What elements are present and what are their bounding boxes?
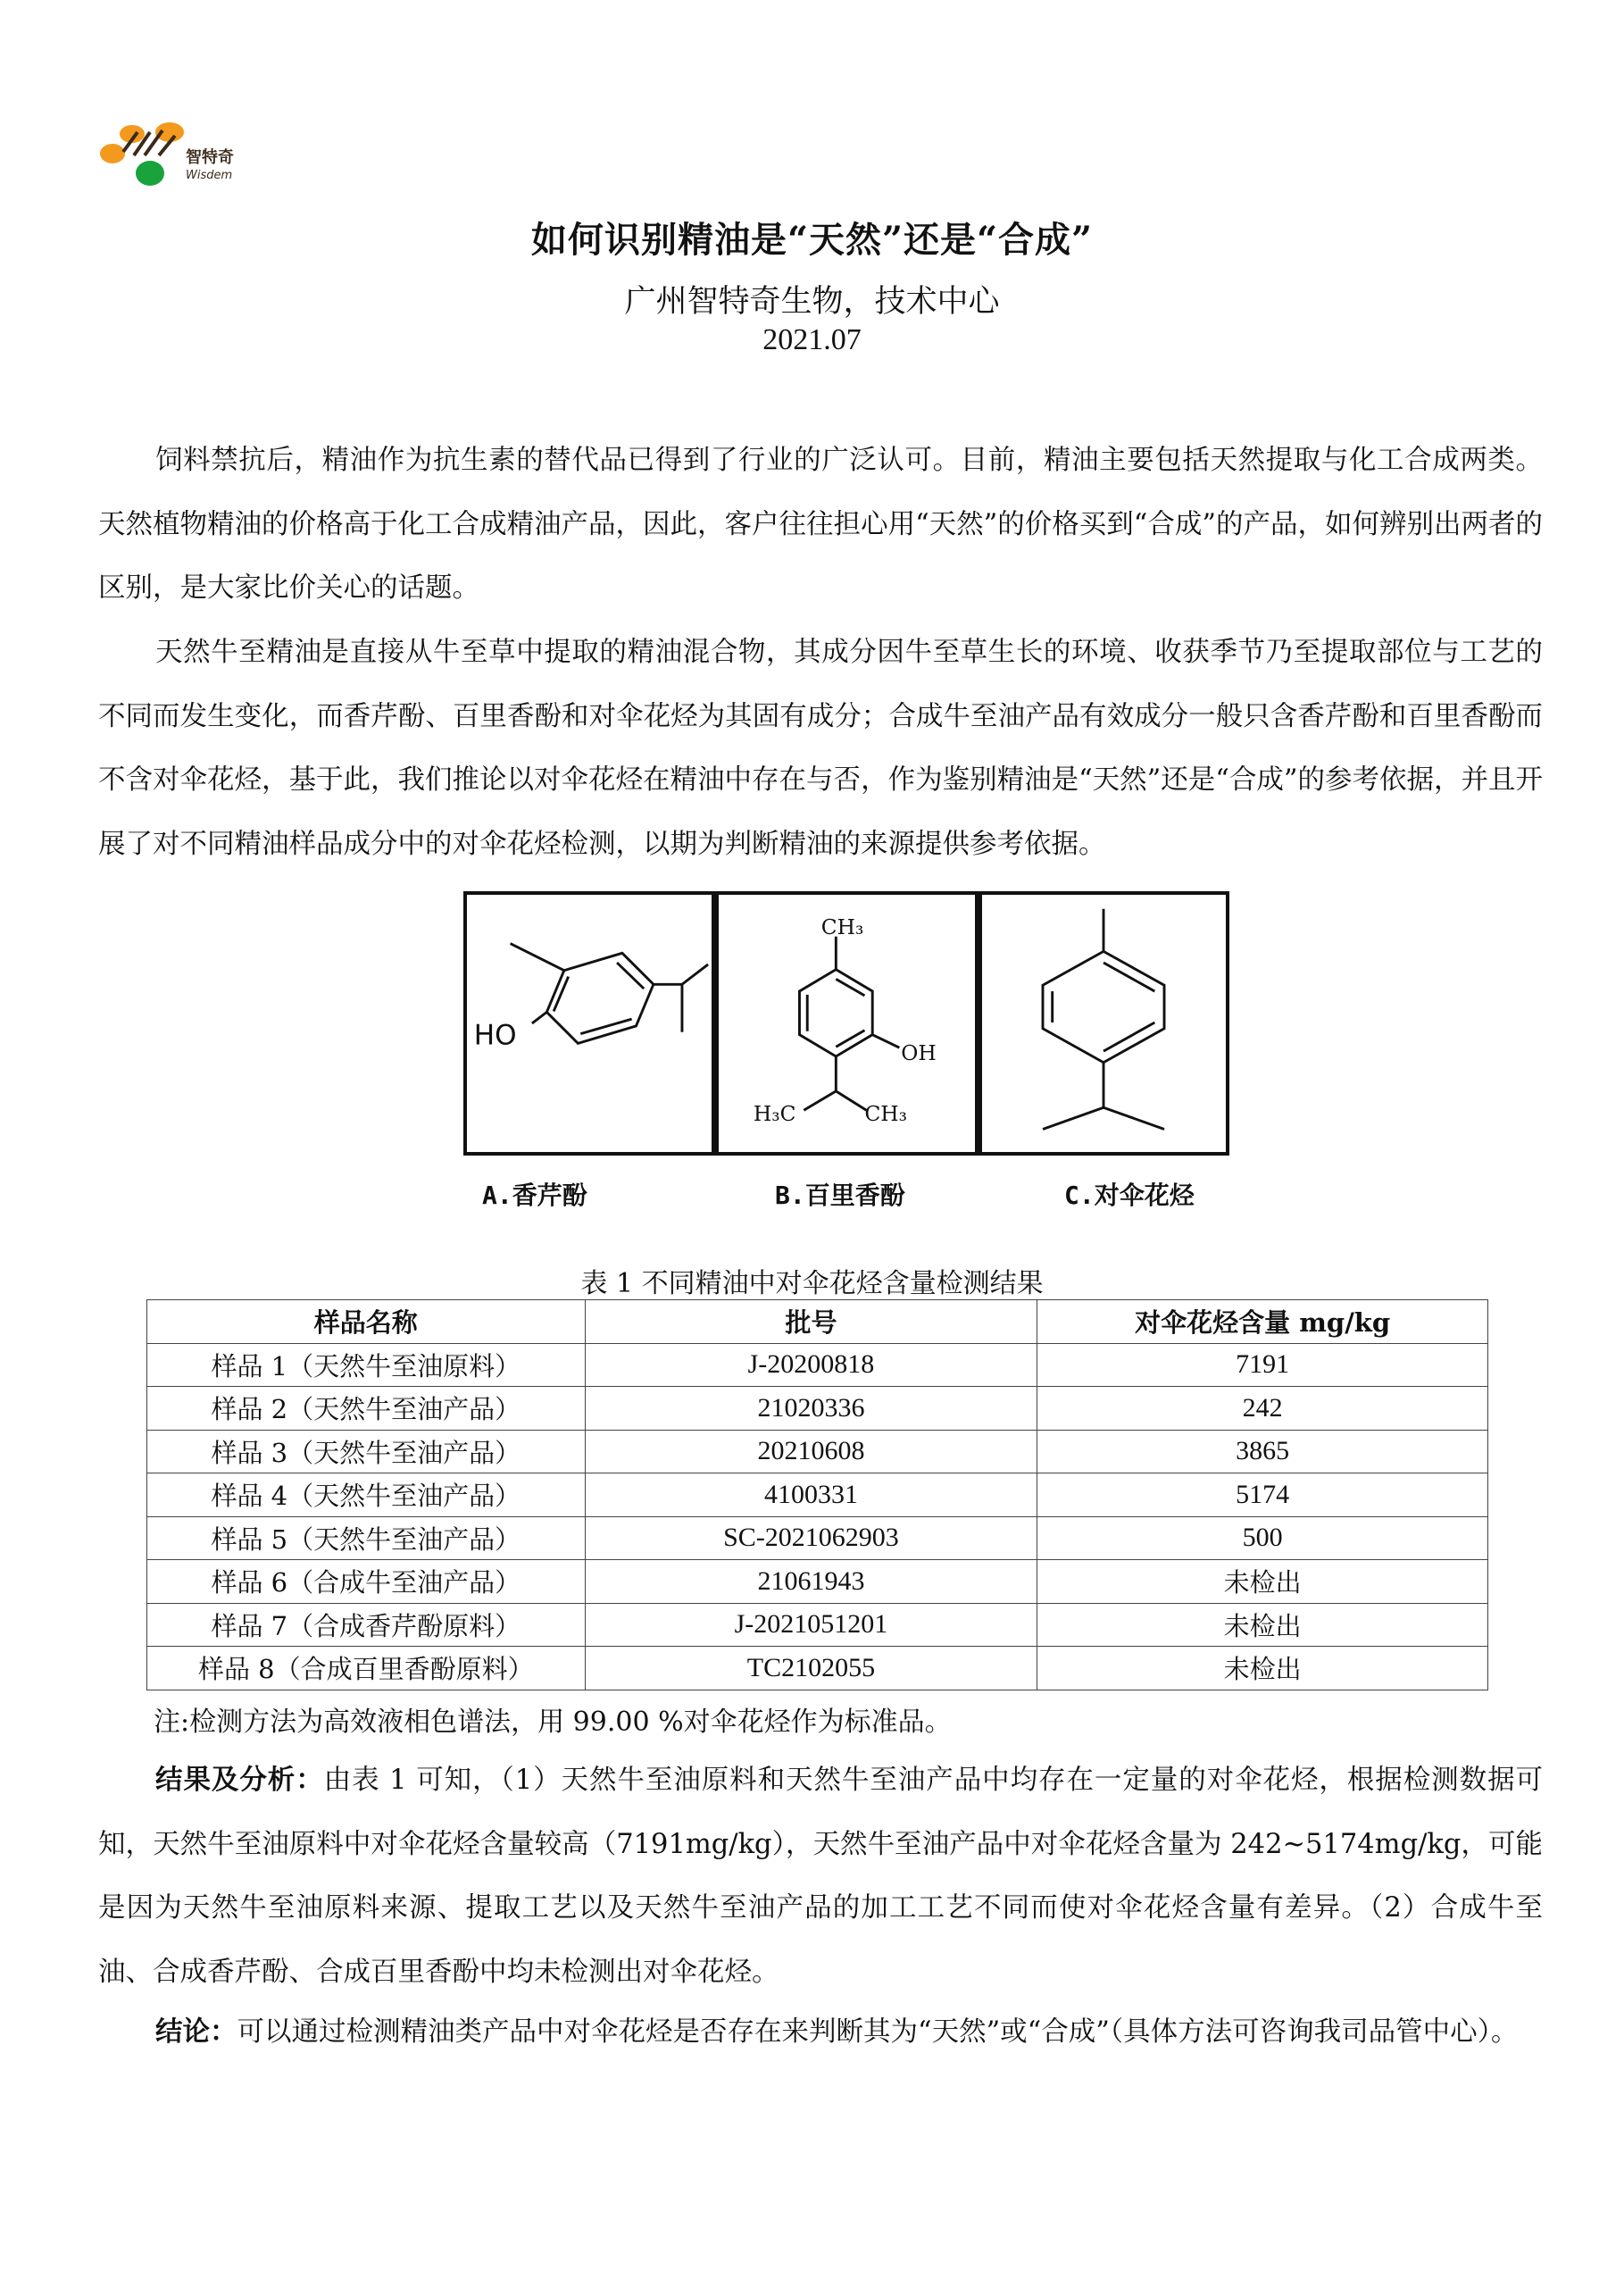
batch-cell: TC2102055 [585, 1647, 1037, 1690]
content-cell: 未检出 [1037, 1603, 1488, 1647]
sample-name-cell: 样品 5（天然牛至油产品） [147, 1516, 586, 1560]
table-row [147, 1387, 1488, 1431]
intro-paragraph: 饲料禁抗后，精油作为抗生素的替代品已得到了行业的广泛认可。目前，精油主要包括天然提取与化工合成两类。天然植物精油的价格高于化工合成精油产品，因此，客户往往担心用“天然”的价格买到“合成”的产品，如何辨别出两者的区别，是大家比价关心的话题。 [98, 445, 1543, 604]
sample-name-cell: 样品 2（天然牛至油产品） [147, 1387, 586, 1431]
batch-cell: 4100331 [585, 1473, 1037, 1517]
table-row [147, 1516, 1488, 1560]
conclusion-text: 可以通过检测精油类产品中对伞花烃是否存在来判断其为“天然”或“合成”（具体方法可咨询我司品管中心）。 [237, 2016, 1519, 2048]
company-logo [96, 116, 257, 189]
date-line: 2021.07 [762, 323, 862, 356]
structure-carvacrol [463, 891, 715, 1156]
table-title: 表 1 不同精油中对伞花烃含量检测结果 [580, 1268, 1044, 1299]
header-batch: 批号 [585, 1300, 1037, 1344]
results-paragraph [98, 1749, 1543, 2004]
sample-name-cell: 样品 8（合成百里香酚原料） [147, 1647, 586, 1690]
logo-brand-cn: 智特奇 [186, 148, 234, 167]
ch3-bottom-label: CH₃ [864, 1100, 907, 1126]
h3c-label: H₃C [753, 1100, 796, 1126]
batch-cell: 20210608 [585, 1430, 1037, 1473]
batch-cell: J-20200818 [585, 1343, 1037, 1387]
batch-cell: 21020336 [585, 1387, 1037, 1431]
ch3-top-label: CH₃ [820, 914, 864, 939]
sample-name-cell: 样品 4（天然牛至油产品） [147, 1473, 586, 1517]
results-text: 由表 1 可知，（1）天然牛至油原料和天然牛至油产品中均存在一定量的对伞花烃，根据检测数据可知，天然牛至油原料中对伞花烃含量较高（7191mg/kg），天然牛至油产品中对伞花烃含量为 242~5174mg/kg，可能是因为天然牛至油原料来源、提取工艺以及天然牛至油产品的加工工艺不同而使对伞花烃含量有差异。（2）合成牛至油、合成香芹酚、合成百里香酚中均未检测出对伞花烃。 [98, 1765, 1544, 1988]
content-cell: 242 [1037, 1387, 1488, 1431]
sample-name-cell: 样品 1（天然牛至油原料） [147, 1343, 586, 1387]
structure-p-cymene [979, 891, 1229, 1156]
table-row [147, 1647, 1488, 1690]
content-cell: 5174 [1037, 1473, 1488, 1517]
table-row [147, 1343, 1488, 1387]
structure-thymol [715, 891, 979, 1156]
caption-thymol: B.百里香酚 [775, 1181, 905, 1210]
content-cell: 7191 [1037, 1343, 1488, 1387]
ho-label: HO [473, 1019, 517, 1052]
sample-name-cell: 样品 6（合成牛至油产品） [147, 1560, 586, 1604]
logo-mark-icon [96, 116, 257, 189]
table-row [147, 1430, 1488, 1473]
caption-carvacrol: A.香芹酚 [482, 1181, 587, 1210]
batch-cell: J-2021051201 [585, 1603, 1037, 1647]
batch-cell: SC-2021062903 [585, 1516, 1037, 1560]
header-sample-name: 样品名称 [147, 1300, 586, 1344]
table-row [147, 1473, 1488, 1517]
table-note: 注:检测方法为高效液相色谱法，用 99.00 %对伞花烃作为标准品。 [154, 1707, 952, 1738]
header-content: 对伞花烃含量 mg/kg [1037, 1300, 1488, 1344]
sample-name-cell: 样品 3（天然牛至油产品） [147, 1430, 586, 1473]
content-cell: 500 [1037, 1516, 1488, 1560]
content-cell: 未检出 [1037, 1560, 1488, 1604]
content-cell: 未检出 [1037, 1647, 1488, 1690]
logo-brand-en: Wisdem [186, 169, 233, 182]
author-line: 广州智特奇生物，技术中心 [624, 284, 1000, 320]
conclusion-paragraph [98, 2000, 1543, 2065]
caption-p-cymene: C.对伞花烃 [1064, 1181, 1195, 1210]
hypothesis-paragraph: 天然牛至精油是直接从牛至草中提取的精油混合物，其成分因牛至草生长的环境、收获季节乃至提取部位与工艺的不同而发生变化，而香芹酚、百里香酚和对伞花烃为其固有成分；合成牛至油产品有效成分一般只含香芹酚和百里香酚而不含对伞花烃，基于此，我们推论以对伞花烃在精油中存在与否，作为鉴别精油是“天然”还是“合成”的参考依据，并且开展了对不同精油样品成分中的对伞花烃检测，以期为判断精油的来源提供参考依据。 [98, 637, 1543, 860]
page-title: 如何识别精油是“天然”还是“合成” [530, 219, 1094, 261]
table-row [147, 1603, 1488, 1647]
content-cell: 3865 [1037, 1430, 1488, 1473]
table-row [147, 1560, 1488, 1604]
table-header-row [147, 1300, 1488, 1344]
results-table [146, 1299, 1488, 1690]
results-label: 结果及分析： [155, 1764, 324, 1796]
sample-name-cell: 样品 7（合成香芹酚原料） [147, 1603, 586, 1647]
batch-cell: 21061943 [585, 1560, 1037, 1604]
conclusion-label: 结论： [155, 2016, 237, 2048]
oh-label: OH [901, 1039, 937, 1065]
